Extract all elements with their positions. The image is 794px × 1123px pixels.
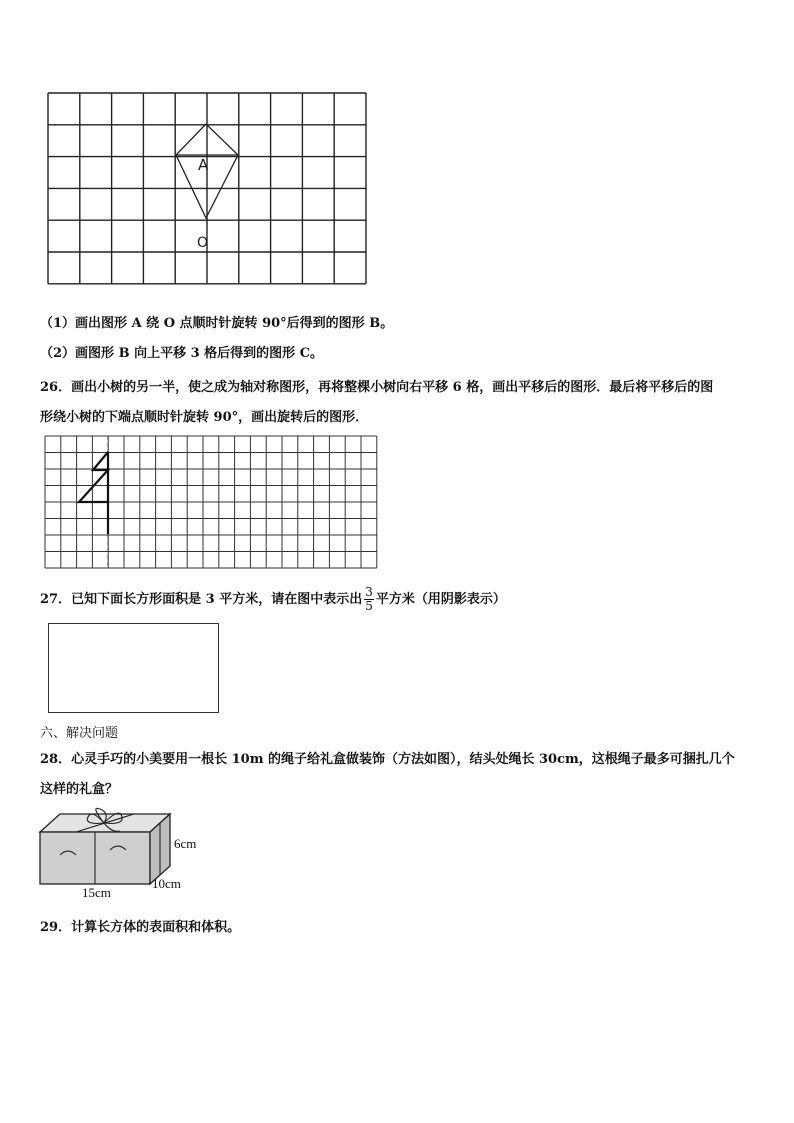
q25-part2: （2）画图形 B 向上平移 3 格后得到的图形 C。 <box>40 346 324 361</box>
q26-line2: 形绕小树的下端点顺时针旋转 90°，画出旋转后的图形． <box>40 410 369 425</box>
box-width-label: 10cm <box>152 876 181 891</box>
q29-text: 29．计算长方体的表面积和体积。 <box>40 920 241 935</box>
q28-line2: 这样的礼盒？ <box>40 782 119 797</box>
section-6-title: 六、解决问题 <box>40 726 119 741</box>
label-o: O <box>197 235 209 251</box>
label-a: A <box>198 156 209 174</box>
box-length-label: 15cm <box>82 885 111 900</box>
q28-line1: 28．心灵手巧的小美要用一根长 10m 的绳子给礼盒做装饰（方法如图），结头处绳长 30cm，这根绳子最多可捆扎几个 <box>40 752 735 767</box>
q25-part1: （1）画出图形 A 绕 O 点顺时针旋转 90°后得到的图形 B。 <box>40 316 394 331</box>
q27-text: 27．已知下面长方形面积是 3 平方米，请在图中表示出 $\frac{3}{5}$ 平方米（用阴影表示） <box>40 585 506 613</box>
q26-line1: 26．画出小树的另一半，使之成为轴对称图形，再将整棵小树向右平移 6 格，画出平移后的图形．最后将平移后的图 <box>40 380 714 395</box>
fraction-3-5: $\frac{3}{5}$ <box>365 585 373 613</box>
box-height-label: 6cm <box>174 836 197 851</box>
